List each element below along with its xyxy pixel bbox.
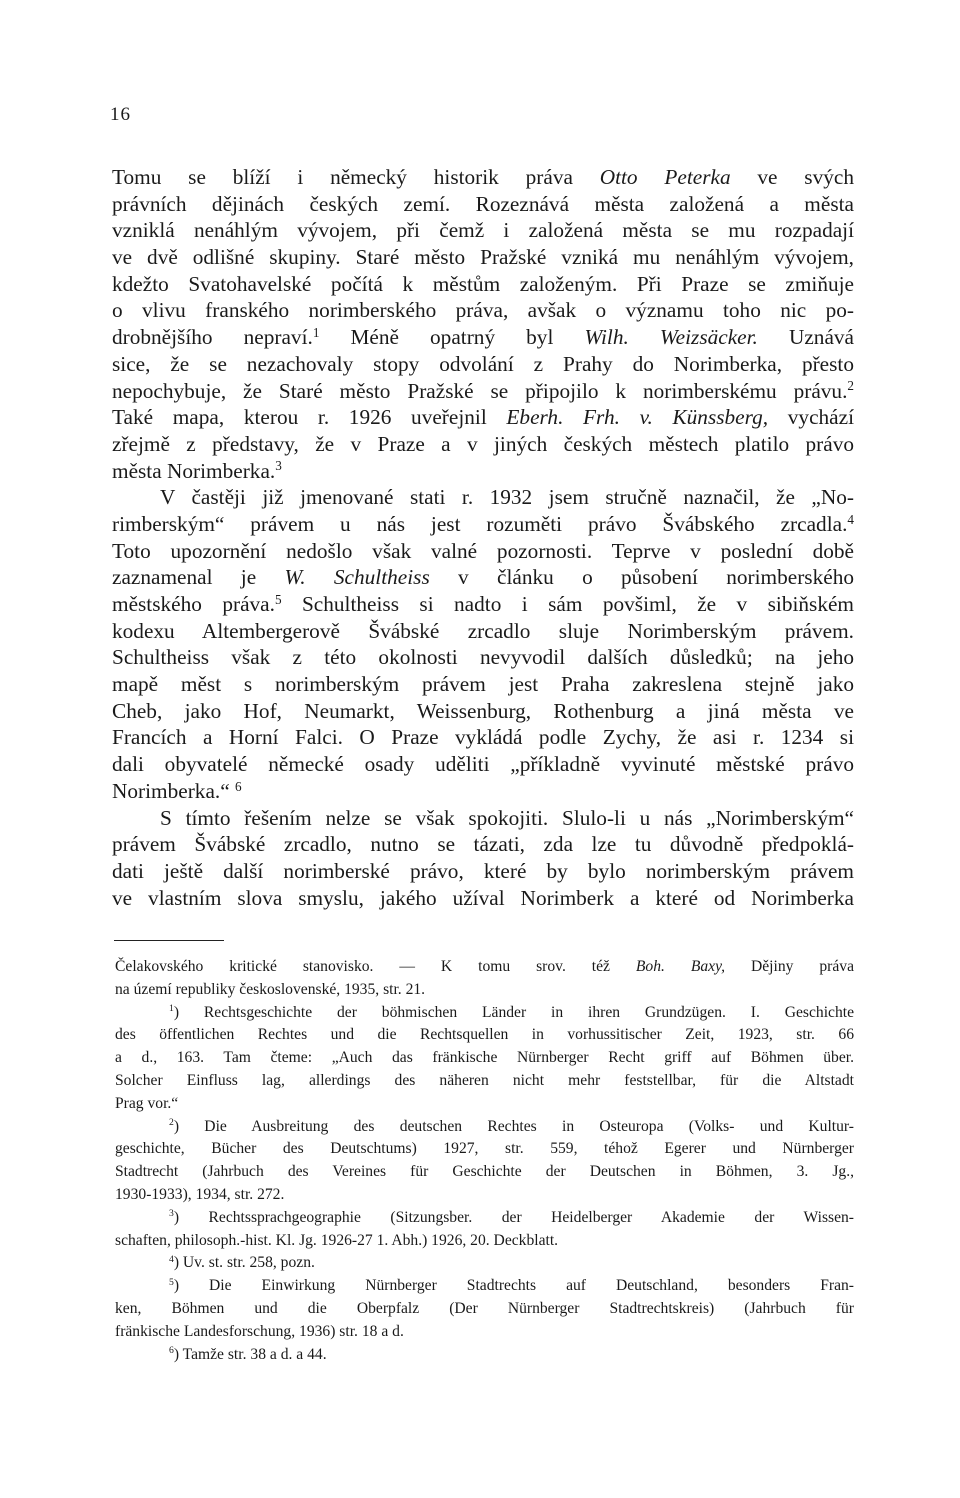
text-line — [112, 458, 854, 485]
text-line — [112, 217, 854, 244]
text-line — [112, 244, 854, 271]
text-run: o vlivu franského norimberského práva, avšak o významu toho nic po- — [112, 298, 854, 323]
text-run: drobnějšího nepraví. — [112, 325, 313, 350]
text-line — [112, 618, 854, 645]
text-run: geschichte, Bücher des Deutschtums) 1927, str. 559, téhož Egerer und Nürnberger — [115, 1140, 854, 1158]
text-run: vychází — [768, 405, 854, 430]
footnote-1 — [115, 1002, 854, 1116]
text-run: ) Rechtssprachgeographie (Sitzungsber. der Heidelberger Akademie der Wissen- — [173, 1208, 854, 1226]
text-run: ken, Böhmen und die Oberpfalz (Der Nürnberger Stadtrechtskreis) (Jahrbuch für — [115, 1299, 854, 1317]
footnote-ref: 5 — [169, 1276, 174, 1288]
text-run: v článku o působení norimberského — [429, 565, 854, 590]
footnote-ref: 3 — [169, 1208, 174, 1220]
text-run: Dějiny práva — [725, 958, 854, 975]
text-line — [112, 164, 854, 191]
footnote-ref: 6 — [169, 1345, 174, 1357]
text-run: rimberským“ právem u nás jest rozuměti právo Švábského zrcadla. — [112, 511, 848, 536]
footnote-3 — [115, 1207, 854, 1253]
text-run: ) Uv. st. str. 258, pozn. — [173, 1254, 315, 1272]
text-run: S tímto řešením nelze se však spokojiti. Slulo-li u nás „Norimberským“ — [160, 805, 854, 830]
footnote-ref: 2 — [847, 378, 854, 394]
text-run: Norimberka.“ — [112, 778, 235, 803]
text-run: Cheb, jako Hof, Neumarkt, Weissenburg, Rothenburg a jiná města ve — [112, 698, 854, 723]
text-line — [115, 1207, 854, 1230]
text-line — [112, 724, 854, 751]
italic-name: Wilh. Weizsäcker. — [584, 325, 758, 350]
text-line — [112, 858, 854, 885]
text-run: Uznává — [757, 325, 854, 350]
text-run: a d., 163. Tam čteme: „Auch das fränkische Nürnberger Recht griff auf Böhmen über. — [115, 1049, 854, 1067]
text-line — [112, 191, 854, 218]
text-line — [115, 1093, 854, 1116]
text-run: vzniklá nenáhlým vývojem, při čemž i založená města se mu rozpadají — [112, 218, 854, 243]
text-line — [112, 831, 854, 858]
text-line — [112, 591, 854, 618]
text-run: Solcher Einfluss lag, allerdings des näheren nicht mehr feststellbar, für die Altstadt — [115, 1071, 854, 1089]
footnote-continuation — [115, 956, 854, 1002]
footnote-ref: 1 — [169, 1003, 174, 1015]
text-run: města Norimberka. — [112, 458, 276, 483]
text-run: des öffentlichen Rechtes und die Rechtsquellen in vorhussitischer Zeit, 1923, str. 66 — [115, 1026, 854, 1044]
text-run: právem Švábské zrcadlo, nutno se tázati, zda lze tu důvodně předpoklá- — [112, 832, 854, 857]
text-run: 1930-1933), 1934, str. 272. — [115, 1185, 285, 1203]
text-run: dati ještě další norimberské právo, které by bylo norimberským právem — [112, 858, 854, 883]
footnote-2 — [115, 1116, 854, 1207]
text-run: na území republiky československé, 1935, str. 21. — [115, 980, 426, 998]
text-line — [115, 1321, 854, 1344]
text-line — [112, 885, 854, 912]
main-text — [112, 164, 854, 911]
text-line — [115, 1047, 854, 1070]
text-run: sice, že se nezachovaly stopy odvolání z Prahy do Norimberka, přesto — [112, 351, 854, 376]
text-line — [115, 1298, 854, 1321]
text-run: Prag vor.“ — [115, 1094, 179, 1112]
paragraph — [112, 805, 854, 912]
text-run: ve svých — [730, 165, 854, 189]
footnote-ref: 6 — [235, 778, 242, 794]
italic-name: Boh. Baxy, — [635, 958, 726, 975]
footnote-separator — [114, 940, 224, 941]
italic-name: W. Schultheiss — [284, 565, 430, 590]
text-run: Toto upozornění nedošlo však valné pozornosti. Teprve v poslední době — [112, 538, 854, 563]
text-line — [115, 1138, 854, 1161]
text-line — [112, 297, 854, 324]
text-run: ) Rechtsgeschichte der böhmischen Länder in ihren Grundzügen. I. Geschichte — [173, 1003, 854, 1021]
text-run: V častěji již jmenované stati r. 1932 jsem stručně naznačil, že „No- — [160, 485, 854, 510]
text-run: ) Die Einwirkung Nürnberger Stadtrechts auf Deutschland, besonders Fran- — [173, 1277, 854, 1295]
text-line — [112, 671, 854, 698]
footnotes — [115, 956, 854, 1366]
text-run: ve vlastním slova smyslu, jakého užíval Norimberk a které od Norimberka — [112, 885, 854, 910]
text-run: Schultheiss však z této okolnosti nevyvodil dalších důsledků; na jeho — [112, 645, 854, 670]
text-line — [112, 378, 854, 405]
text-run: ) Die Ausbreitung des deutschen Rechtes in Osteuropa (Volks- und Kultur- — [173, 1117, 854, 1135]
text-line — [115, 1184, 854, 1207]
text-line — [112, 805, 854, 832]
footnote-ref: 4 — [847, 511, 854, 527]
footnote-ref: 3 — [275, 458, 282, 474]
text-run: mapě měst s norimberským právem jest Praha zakreslena stejně jako — [112, 672, 854, 697]
text-line — [112, 484, 854, 511]
paragraph — [112, 484, 854, 804]
footnote-5 — [115, 1275, 854, 1343]
text-line — [112, 431, 854, 458]
text-line — [112, 324, 854, 351]
text-run: nepochybuje, že Staré město Pražské se připojilo k norimberskému právu. — [112, 378, 848, 403]
text-line — [112, 511, 854, 538]
paragraph — [112, 164, 854, 484]
italic-name: Otto Peterka — [599, 165, 731, 189]
text-run: zřejmě z představy, že v Praze a v jiných českých městech platilo právo — [112, 431, 854, 456]
text-run: ) Tamže str. 38 a d. a 44. — [173, 1345, 327, 1363]
text-line — [115, 1275, 854, 1298]
footnote-ref: 5 — [274, 591, 282, 607]
text-line — [112, 698, 854, 725]
text-line — [112, 644, 854, 671]
text-run: Schultheiss si nadto i sám povšiml, že v sibiňském — [281, 592, 854, 616]
text-line — [112, 351, 854, 378]
text-run: Tomu se blíží i německý historik práva — [112, 165, 600, 189]
text-run: kdežto Svatohavelské počítá k městům založeným. Při Praze se zmiňuje — [112, 271, 854, 296]
text-line — [115, 1070, 854, 1093]
footnote-4 — [115, 1252, 854, 1275]
text-line — [115, 1252, 854, 1275]
footnote-6 — [115, 1344, 854, 1367]
text-run: zaznamenal je — [112, 565, 285, 590]
text-run: městského práva. — [112, 592, 275, 616]
text-line — [115, 956, 854, 979]
text-line — [115, 1161, 854, 1184]
text-line — [112, 271, 854, 298]
text-run: fränkische Landesforschung, 1936) str. 18 a d. — [115, 1322, 404, 1340]
text-run: Čelakovského kritické stanovisko. — K tomu srov. též — [115, 958, 636, 975]
text-line — [112, 751, 854, 778]
italic-name: Eberh. Frh. v. Künssberg, — [506, 405, 769, 430]
text-line — [112, 404, 854, 431]
text-run: ve dvě odlišné skupiny. Staré město Pražské vzniká mu nenáhlým vývojem, — [112, 245, 854, 270]
text-run: Méně opatrný byl — [319, 325, 585, 350]
text-line — [112, 538, 854, 565]
text-run: kodexu Altembergerově Švábské zrcadlo sluje Norimberským právem. — [112, 618, 854, 643]
footnote-ref: 2 — [169, 1117, 174, 1129]
text-line — [112, 778, 854, 805]
text-line — [115, 1230, 854, 1253]
page-number: 16 — [110, 104, 131, 125]
text-line — [115, 1002, 854, 1025]
footnote-ref: 1 — [312, 324, 320, 340]
text-line — [115, 1116, 854, 1139]
text-line — [115, 1024, 854, 1047]
text-line — [112, 564, 854, 591]
text-run: Stadtrecht (Jahrbuch des Vereines für Geschichte der Deutschen in Böhmen, 3. Jg., — [115, 1163, 854, 1181]
text-run: Francích a Horní Falci. O Praze vykládá podle Zychy, že asi r. 1234 si — [112, 725, 854, 750]
text-run: Také mapa, kterou r. 1926 uveřejnil — [112, 405, 507, 430]
text-run: právních dějinách českých zemí. Rozeznává města založená a města — [112, 191, 854, 216]
text-run: schaften, philosoph.-hist. Kl. Jg. 1926-27 1. Abh.) 1926, 20. Deckblatt. — [115, 1231, 559, 1249]
text-line — [115, 979, 854, 1002]
text-line — [115, 1344, 854, 1367]
text-run: dali obyvatelé německé osady uděliti „příkladně vyvinuté městské právo — [112, 752, 854, 777]
footnote-ref: 4 — [169, 1254, 174, 1266]
